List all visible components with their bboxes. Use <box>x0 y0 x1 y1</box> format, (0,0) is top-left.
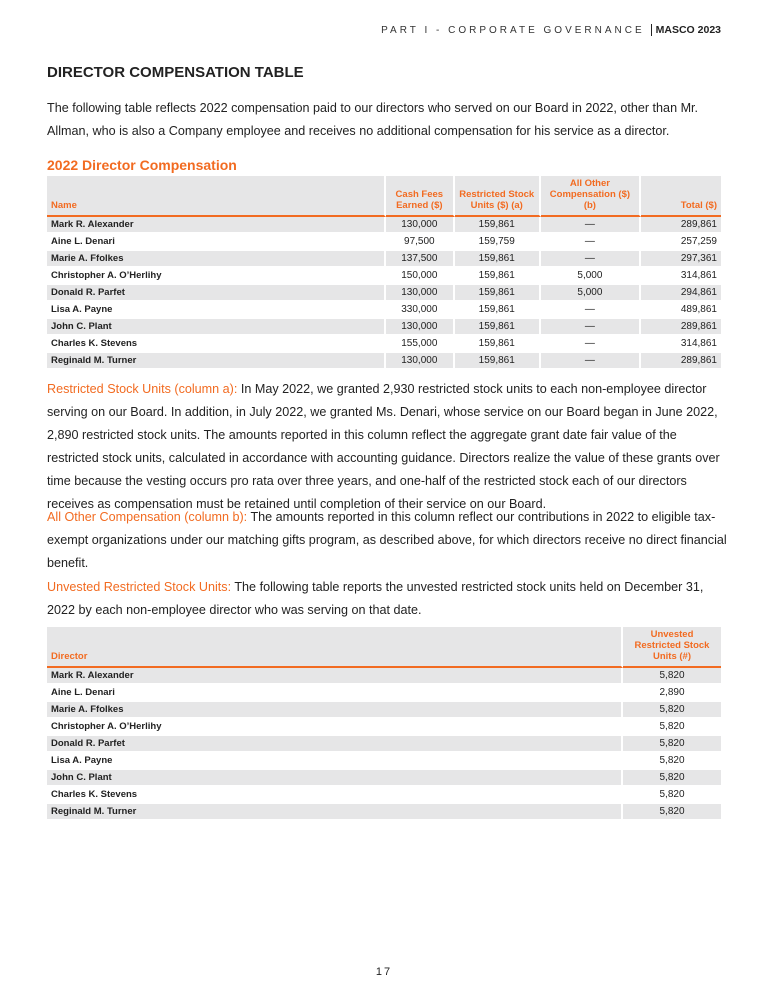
table-cell: — <box>541 302 641 319</box>
table-cell: 5,000 <box>541 268 641 285</box>
table-cell: 130,000 <box>386 319 454 336</box>
table-cell: 5,820 <box>623 736 721 753</box>
table-cell: 159,861 <box>455 336 541 353</box>
table-cell: 159,861 <box>455 353 541 370</box>
table-row <box>47 702 721 719</box>
table-cell: — <box>541 251 641 268</box>
brand-label: MASCO 2023 <box>651 24 721 36</box>
table-cell: 130,000 <box>386 285 454 302</box>
unvested-table <box>47 627 721 821</box>
table-row <box>47 285 721 302</box>
table-row <box>47 217 721 234</box>
table1-title: 2022 Director Compensation <box>47 157 237 173</box>
col-header: Restricted Stock Units ($) (a) <box>455 176 541 217</box>
table-cell: — <box>541 217 641 234</box>
table-cell: 159,861 <box>455 302 541 319</box>
director-name: Lisa A. Payne <box>47 753 623 770</box>
table-row <box>47 336 721 353</box>
col-header: Name <box>47 176 386 217</box>
table-cell: 289,861 <box>641 217 721 234</box>
intro-paragraph: The following table reflects 2022 compensation paid to our directors who served on our Board in 2022, other than Mr. Allman, who is also a Company employee and receives no additional compensation for his service as a director. <box>47 101 699 138</box>
col-header: Cash Fees Earned ($) <box>386 176 454 217</box>
table-cell: 130,000 <box>386 217 454 234</box>
director-name: Mark R. Alexander <box>47 668 623 685</box>
table-row <box>47 319 721 336</box>
col-header: Unvested Restricted Stock Units (#) <box>623 627 721 668</box>
director-name: John C. Plant <box>47 770 623 787</box>
table-cell: 159,861 <box>455 217 541 234</box>
table-cell: 159,861 <box>455 285 541 302</box>
table-cell: 97,500 <box>386 234 454 251</box>
table-cell: — <box>541 353 641 370</box>
page-number: 17 <box>375 966 393 978</box>
director-name: Marie A. Ffolkes <box>47 251 386 268</box>
table-cell: — <box>541 234 641 251</box>
table-row <box>47 787 721 804</box>
table-row <box>47 804 721 821</box>
table-cell: 330,000 <box>386 302 454 319</box>
note-other-comp: All Other Compensation (column b): The amounts reported in this column reflect our contributions in 2022 to eligible tax-exempt organizations under our matching gifts program, as described above, for which directors receive no direct financial benefit. <box>47 510 727 570</box>
table-cell: 159,861 <box>455 251 541 268</box>
table-cell: 130,000 <box>386 353 454 370</box>
table-cell: 159,861 <box>455 319 541 336</box>
director-name: Charles K. Stevens <box>47 336 386 353</box>
col-header: Total ($) <box>641 176 721 217</box>
table-cell: — <box>541 319 641 336</box>
director-name: Aine L. Denari <box>47 234 386 251</box>
table-row <box>47 668 721 685</box>
table-cell: — <box>541 336 641 353</box>
table-cell: 489,861 <box>641 302 721 319</box>
table-cell: 5,820 <box>623 787 721 804</box>
director-name: Charles K. Stevens <box>47 787 623 804</box>
table-cell: 5,820 <box>623 719 721 736</box>
director-name: John C. Plant <box>47 319 386 336</box>
page-title: DIRECTOR COMPENSATION TABLE <box>47 64 304 81</box>
director-name: Donald R. Parfet <box>47 736 623 753</box>
table-cell: 150,000 <box>386 268 454 285</box>
table-cell: 314,861 <box>641 268 721 285</box>
table-cell: 5,820 <box>623 702 721 719</box>
table-cell: 297,361 <box>641 251 721 268</box>
table-cell: 294,861 <box>641 285 721 302</box>
table-row <box>47 353 721 370</box>
table-cell: 137,500 <box>386 251 454 268</box>
table-row <box>47 719 721 736</box>
table-row <box>47 251 721 268</box>
director-name: Donald R. Parfet <box>47 285 386 302</box>
director-name: Mark R. Alexander <box>47 217 386 234</box>
note-unvested: Unvested Restricted Stock Units: The following table reports the unvested restricted stock units held on December 31, 2022 by each non-employee director who was serving on that date. <box>47 580 704 617</box>
table-cell: 289,861 <box>641 319 721 336</box>
director-name: Aine L. Denari <box>47 685 623 702</box>
table-row <box>47 685 721 702</box>
note-rsu: Restricted Stock Units (column a): In May 2022, we granted 2,930 restricted stock units to each non-employee director serving on our Board. In addition, in July 2022, we granted Ms. Denari, whose service on our Board began in June 2022, 2,890 restricted stock units. The amounts reported in this column reflect the aggregate grant date fair value of the restricted stock units, calculated in accordance with accounting guidance. Directors realize the value of these grants over time because the vesting occurs pro rata over three years, and one-half of the restricted stock each of our directors receives as compensation must be retained until completion of their service on our Board. <box>47 382 720 511</box>
director-name: Reginald M. Turner <box>47 804 623 821</box>
director-name: Marie A. Ffolkes <box>47 702 623 719</box>
table-row <box>47 736 721 753</box>
director-name: Reginald M. Turner <box>47 353 386 370</box>
director-name: Lisa A. Payne <box>47 302 386 319</box>
table-cell: 314,861 <box>641 336 721 353</box>
col-header: All Other Compensation ($) (b) <box>541 176 641 217</box>
table-cell: 5,820 <box>623 753 721 770</box>
col-header: Director <box>47 627 623 668</box>
director-name: Christopher A. O’Herlihy <box>47 719 623 736</box>
section-label: PART I - CORPORATE GOVERNANCE <box>381 24 645 36</box>
table-cell: 5,820 <box>623 668 721 685</box>
table-cell: 5,000 <box>541 285 641 302</box>
table-cell: 257,259 <box>641 234 721 251</box>
table-cell: 5,820 <box>623 804 721 821</box>
table-cell: 155,000 <box>386 336 454 353</box>
table-cell: 159,861 <box>455 268 541 285</box>
table-row <box>47 302 721 319</box>
table-cell: 289,861 <box>641 353 721 370</box>
table-cell: 2,890 <box>623 685 721 702</box>
compensation-table <box>47 176 721 370</box>
director-name: Christopher A. O’Herlihy <box>47 268 386 285</box>
running-header <box>381 24 721 36</box>
table-cell: 159,759 <box>455 234 541 251</box>
table-row <box>47 770 721 787</box>
table-row <box>47 753 721 770</box>
table-row <box>47 234 721 251</box>
table-row <box>47 268 721 285</box>
table-cell: 5,820 <box>623 770 721 787</box>
